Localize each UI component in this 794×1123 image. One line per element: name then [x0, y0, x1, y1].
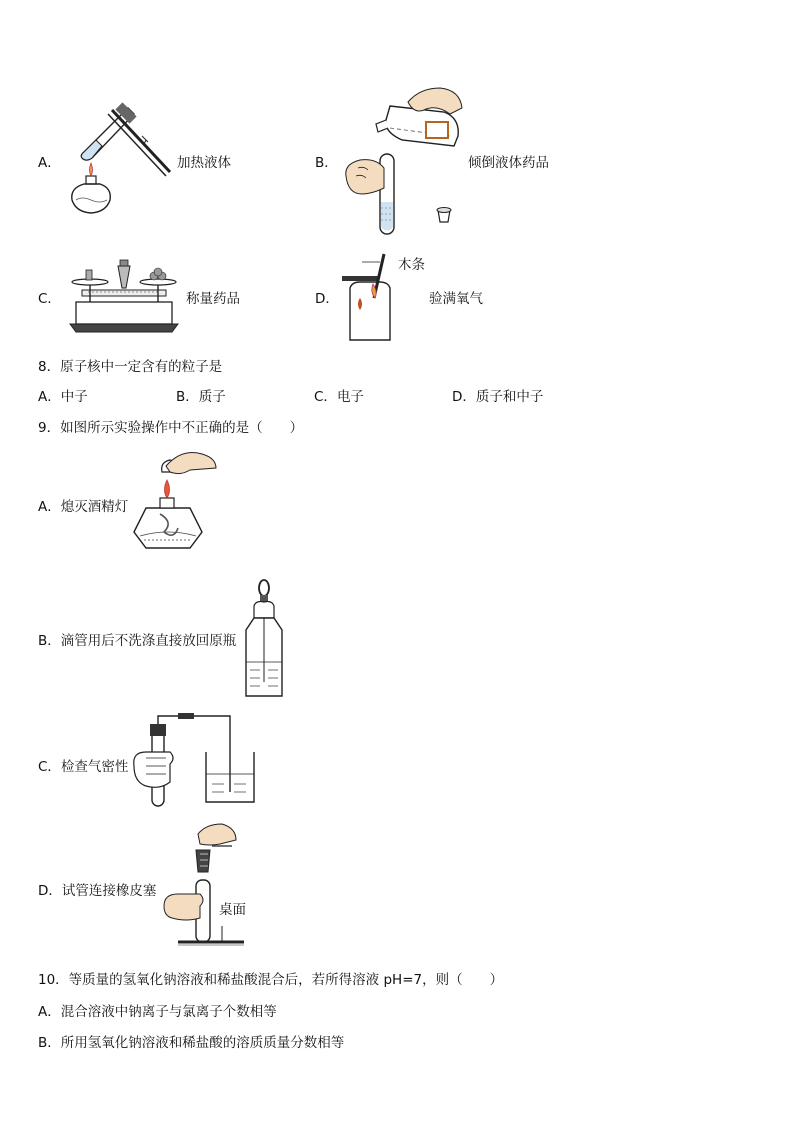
q7-option-a-text: 加热液体 [177, 155, 231, 171]
stopper-test-tube-illustration [160, 822, 244, 948]
q9-stem: 9．如图所示实验操作中不正确的是（ ） [38, 420, 304, 436]
q7-option-b-letter: B． [315, 155, 338, 171]
q9-option-d: D．试管连接橡皮塞 [38, 883, 157, 899]
q9-option-b: B．滴管用后不洗涤直接放回原瓶 [38, 633, 237, 649]
q9-option-d-label: 桌面 [219, 902, 246, 918]
q10-stem: 10．等质量的氢氧化钠溶液和稀盐酸混合后，若所得溶液 pH=7，则（ ） [38, 972, 504, 988]
q7-option-d-letter: D． [315, 291, 339, 307]
q8-option-b: B．质子 [176, 389, 226, 405]
q8-option-d: D．质子和中子 [452, 389, 544, 405]
extinguish-alcohol-lamp-illustration [130, 448, 218, 552]
oxygen-full-check-illustration [340, 252, 400, 344]
q8-stem: 8．原子核中一定含有的粒子是 [38, 359, 223, 375]
q9-option-a: A．熄灭酒精灯 [38, 499, 129, 515]
q7-option-a-letter: A． [38, 155, 61, 171]
heating-liquid-test-tube-illustration [62, 100, 172, 220]
q8-option-c: C．电子 [314, 389, 364, 405]
q7-option-c-text: 称量药品 [186, 291, 240, 307]
dropper-bottle-illustration [242, 578, 286, 698]
q7-option-d-label: 木条 [398, 257, 425, 273]
q8-option-a: A．中子 [38, 389, 88, 405]
q10-option-a: A．混合溶液中钠离子与氯离子个数相等 [38, 1004, 277, 1020]
q7-option-c-letter: C． [38, 291, 61, 307]
q7-option-b-text: 倾倒液体药品 [468, 155, 549, 171]
balance-scale-illustration [68, 258, 180, 334]
airtightness-check-illustration [130, 712, 260, 806]
pouring-liquid-illustration [340, 84, 465, 234]
q10-option-b: B．所用氢氧化钠溶液和稀盐酸的溶质质量分数相等 [38, 1035, 345, 1051]
q9-option-c: C．检查气密性 [38, 759, 129, 775]
q7-option-d-text: 验满氧气 [429, 291, 483, 307]
